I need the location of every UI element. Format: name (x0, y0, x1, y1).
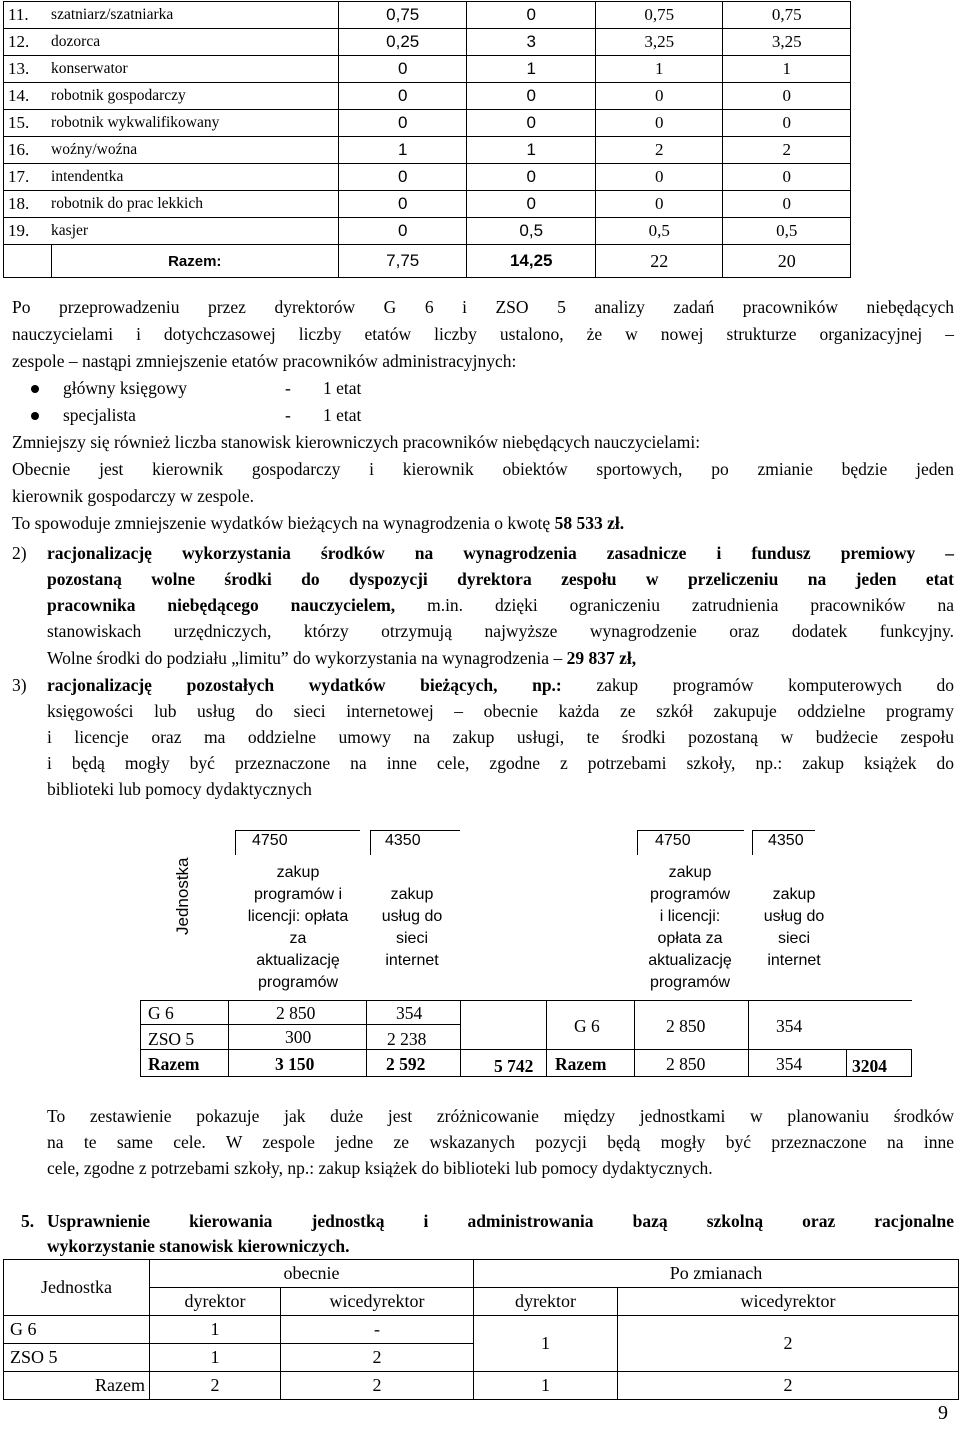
description-line: opłata za (657, 930, 723, 947)
position-name: robotnik gospodarczy (51, 83, 338, 110)
unit-cell: ZSO 5 (4, 1344, 150, 1372)
header-cell: wicedyrektor (618, 1288, 959, 1316)
total-label: Razem (4, 1372, 150, 1400)
description-line: zakup (390, 886, 434, 903)
value-cell: 0,75 (338, 2, 467, 29)
description-line: programów (649, 974, 731, 991)
position-name: konserwator (51, 56, 338, 83)
list-line (47, 675, 954, 696)
total-value: 22 (595, 245, 723, 278)
header-cell: Po zmianach (474, 1260, 959, 1288)
bullet-icon (31, 385, 39, 393)
value-cell: 2 (281, 1344, 474, 1372)
value-cell: 0 (723, 83, 851, 110)
value-cell: 0 (338, 110, 467, 137)
position-name: kasjer (51, 218, 338, 245)
bullet-label: specjalista (63, 405, 136, 425)
description-line: sieci (395, 930, 428, 947)
description-line: usług do (763, 908, 825, 925)
text-span: racjonalizację pozostałych wydatków bieżących, np.: (47, 675, 562, 695)
value-cell: 0 (338, 191, 467, 218)
description-line: internet (385, 952, 439, 969)
list-line: i będą mogły być przeznaczone na inne cele, zgodne z potrzebami szkoły, np.: zakup książek do (47, 753, 954, 773)
description-line: programów (649, 886, 731, 903)
description-line: aktualizację (256, 952, 340, 969)
description-line: zakup (668, 864, 712, 881)
description-b (368, 884, 456, 972)
total-value: 14,25 (467, 245, 596, 278)
total-value: 3 150 (275, 1054, 315, 1074)
header-cell: dyrektor (150, 1288, 281, 1316)
table-rule (460, 1000, 461, 1077)
page-number: 9 (938, 1402, 948, 1424)
row-number: 11. (4, 2, 52, 29)
total-value: 20 (723, 245, 851, 278)
table-rule (140, 1049, 912, 1050)
list-line: księgowości lub usług do sieci internetowej – obecnie każda ze szkół zakupuje oddzielne programy (47, 701, 954, 721)
table-rule (911, 1049, 912, 1076)
unit-cell: G 6 (574, 1016, 600, 1036)
row-number: 12. (4, 29, 52, 56)
table-row (4, 29, 851, 56)
bullet-dash: - (285, 378, 291, 398)
value-cell: 300 (285, 1027, 312, 1047)
list-number: 2) (12, 543, 27, 563)
row-number: 14. (4, 83, 52, 110)
text-span: zakup programów komputerowych do (561, 675, 954, 695)
list-line: pozostaną wolne środki do dyspozycji dyrektora zespołu w przeliczeniu na jeden etat (47, 569, 954, 589)
table-rule (140, 1000, 912, 1001)
header-cell: wicedyrektor (281, 1288, 474, 1316)
value-cell: 0 (467, 164, 596, 191)
paragraph-line: Obecnie jest kierownik gospodarczy i kierownik obiektów sportowych, po zmianie będzie jeden (12, 459, 954, 479)
code-label: 4350 (768, 832, 804, 849)
value-cell: 0 (467, 191, 596, 218)
value-cell: 1 (338, 137, 467, 164)
value-cell: 3,25 (723, 29, 851, 56)
value-cell: 354 (776, 1054, 803, 1074)
value-cell: 2 (595, 137, 723, 164)
list-line: biblioteki lub pomocy dydaktycznych (47, 779, 312, 799)
table-rule (634, 1000, 635, 1077)
value-cell: 1 (723, 56, 851, 83)
description-line: zakup (276, 864, 320, 881)
amount: 29 837 zł, (566, 648, 637, 668)
value-cell: 1 (150, 1344, 281, 1372)
value-cell: 0,5 (723, 218, 851, 245)
amount: 58 533 zł. (554, 513, 625, 533)
value-cell: 2 850 (276, 1003, 316, 1023)
description-line: za (289, 930, 307, 947)
value-cell: 0 (467, 83, 596, 110)
value-cell: 0 (723, 164, 851, 191)
value-cell: 1 (467, 56, 596, 83)
list-line (47, 595, 954, 616)
header-cell: dyrektor (474, 1288, 618, 1316)
paragraph-line: kierownik gospodarczy w zespole. (12, 486, 255, 506)
value-cell: 0,5 (595, 218, 723, 245)
description-line: internet (767, 952, 821, 969)
value-cell: 0 (723, 191, 851, 218)
description-line: sieci (777, 930, 810, 947)
row-number: 17. (4, 164, 52, 191)
paragraph-line: Po przeprowadzeniu przez dyrektorów G 6 i ZSO 5 analizy zadań pracowników niebędących (12, 297, 954, 317)
value-cell: 2 (281, 1372, 474, 1400)
list-line (47, 648, 636, 669)
section-heading: wykorzystanie stanowisk kierowniczych. (47, 1236, 350, 1256)
total-value: 7,75 (338, 245, 467, 278)
value-cell: 2 238 (387, 1029, 427, 1049)
text-span: To spowoduje zmniejszenie wydatków bieżących na wynagrodzenia o kwotę (12, 513, 555, 533)
description-a (232, 862, 364, 994)
table-row (4, 137, 851, 164)
value-cell: 1 (595, 56, 723, 83)
table-rule (846, 1049, 847, 1076)
value-cell: 2 850 (666, 1016, 706, 1036)
value-cell: 0 (595, 164, 723, 191)
position-name: woźny/woźna (51, 137, 338, 164)
value-cell: 2 (618, 1372, 959, 1400)
section-number: 5. (21, 1211, 35, 1231)
value-cell: 0 (467, 110, 596, 137)
table-rule (140, 1024, 460, 1025)
row-number: 15. (4, 110, 52, 137)
value-cell: 2 (618, 1316, 959, 1372)
row-number: 19. (4, 218, 52, 245)
bullet-value: 1 etat (323, 378, 362, 398)
list-line: stanowiskach urzędniczych, którzy otrzymują najwyższe wynagrodzenie oraz dodatek funkcyjny. (47, 621, 954, 641)
value-cell: 0 (723, 110, 851, 137)
bullet-value: 1 etat (323, 405, 362, 425)
paragraph-line (12, 513, 624, 534)
paragraph-line: Zmniejszy się również liczba stanowisk kierowniczych pracowników niebędących nauczycielami: (12, 432, 701, 452)
value-cell: - (281, 1316, 474, 1344)
description-a (636, 862, 744, 994)
value-cell: 0 (338, 83, 467, 110)
value-cell: 354 (396, 1003, 423, 1023)
value-cell: 0 (338, 56, 467, 83)
value-cell: 3 (467, 29, 596, 56)
total-sum: 5 742 (494, 1056, 534, 1076)
table-row (4, 2, 851, 29)
value-cell: 0 (595, 191, 723, 218)
table-row (4, 191, 851, 218)
value-cell: 0 (338, 218, 467, 245)
table-rule (140, 1000, 141, 1077)
bullet-dash: - (285, 405, 291, 425)
value-cell: 0,75 (723, 2, 851, 29)
value-cell: 0,75 (595, 2, 723, 29)
paragraph-line: zespole – nastąpi zmniejszenie etatów pracowników administracyjnych: (12, 351, 517, 371)
section-heading: Usprawnienie kierowania jednostką i administrowania bazą szkolną oraz racjonalne (47, 1211, 954, 1231)
total-label: Razem: (51, 245, 338, 278)
unit-cell: G 6 (4, 1316, 150, 1344)
value-cell: 2 (150, 1372, 281, 1400)
value-cell: 0 (595, 110, 723, 137)
header-cell: Jednostka (4, 1260, 150, 1316)
code-label: 4750 (655, 832, 691, 849)
description-line: programów (257, 974, 339, 991)
value-cell: 0 (338, 164, 467, 191)
text-span: pracownika niebędącego nauczycielem, (47, 595, 396, 615)
jednostka-label: Jednostka (173, 857, 192, 935)
description-line: aktualizację (648, 952, 732, 969)
table-rule (546, 1000, 547, 1077)
value-cell: 1 (467, 137, 596, 164)
paragraph-line: na te same cele. W zespole jedne ze wskazanych pozycji będą mogły być przeznaczone na inne (47, 1132, 954, 1152)
position-name: robotnik do prac lekkich (51, 191, 338, 218)
position-name: dozorca (51, 29, 338, 56)
value-cell: 354 (776, 1016, 803, 1036)
total-label: Razem (555, 1054, 607, 1074)
staff-table (3, 1, 851, 278)
position-name: intendentka (51, 164, 338, 191)
row-number (4, 245, 52, 278)
table-rule (366, 1000, 367, 1077)
text-span: Wolne środki do podziału „limitu” do wykorzystania na wynagrodzenia – (47, 648, 567, 668)
row-number: 13. (4, 56, 52, 83)
description-line: i licencji: (659, 908, 721, 925)
description-b (750, 884, 838, 972)
list-line: racjonalizację wykorzystania środków na wynagrodzenia zasadnicze i fundusz premiowy – (47, 543, 954, 563)
value-cell: 0,25 (338, 29, 467, 56)
unit-cell: ZSO 5 (148, 1029, 195, 1049)
total-label: Razem (148, 1054, 200, 1074)
value-cell: 1 (150, 1316, 281, 1344)
table-rule (228, 1000, 229, 1077)
position-name: robotnik wykwalifikowany (51, 110, 338, 137)
description-line: usług do (381, 908, 443, 925)
table-row (4, 164, 851, 191)
value-cell: 2 850 (666, 1054, 706, 1074)
position-name: szatniarz/szatniarka (51, 2, 338, 29)
total-value: 2 592 (386, 1054, 426, 1074)
bullet-label: główny księgowy (63, 378, 187, 398)
paragraph-line: nauczycielami i dotychczasowej liczby etatów liczby ustalono, że w nowej strukturze organizacyjnej – (12, 324, 954, 344)
bullet-icon (31, 412, 39, 420)
text-span: m.in. dzięki ograniczeniu zatrudnienia pracowników na (395, 595, 954, 615)
table-row (4, 110, 851, 137)
table-row (4, 83, 851, 110)
value-cell: 1 (474, 1372, 618, 1400)
row-number: 18. (4, 191, 52, 218)
value-cell: 2 (723, 137, 851, 164)
value-cell: 0 (595, 83, 723, 110)
paragraph-line: To zestawienie pokazuje jak duże jest zróżnicowanie między jednostkami w planowaniu środków (47, 1106, 954, 1126)
row-number: 16. (4, 137, 52, 164)
description-line: zakup (772, 886, 816, 903)
paragraph-line: cele, zgodne z potrzebami szkoły, np.: zakup książek do biblioteki lub pomocy dydaktycznych. (47, 1158, 713, 1178)
list-number: 3) (12, 675, 27, 695)
management-table (3, 1259, 959, 1400)
table-row (4, 218, 851, 245)
total-row (4, 245, 851, 278)
value-cell: 3,25 (595, 29, 723, 56)
code-label: 4350 (385, 832, 421, 849)
list-line: i licencje oraz ma oddzielne umowy na zakup usługi, te środki pozostaną w budżecie zespołu (47, 727, 954, 747)
description-line: licencji: opłata (247, 908, 349, 925)
value-cell: 1 (474, 1316, 618, 1372)
code-label: 4750 (252, 832, 288, 849)
header-cell: obecnie (150, 1260, 474, 1288)
value-cell: 0 (467, 2, 596, 29)
table-row (4, 56, 851, 83)
table-rule (748, 1000, 749, 1077)
unit-cell: G 6 (148, 1003, 174, 1023)
total-sum: 3204 (852, 1056, 887, 1076)
description-line: programów i (253, 886, 343, 903)
value-cell: 0,5 (467, 218, 596, 245)
